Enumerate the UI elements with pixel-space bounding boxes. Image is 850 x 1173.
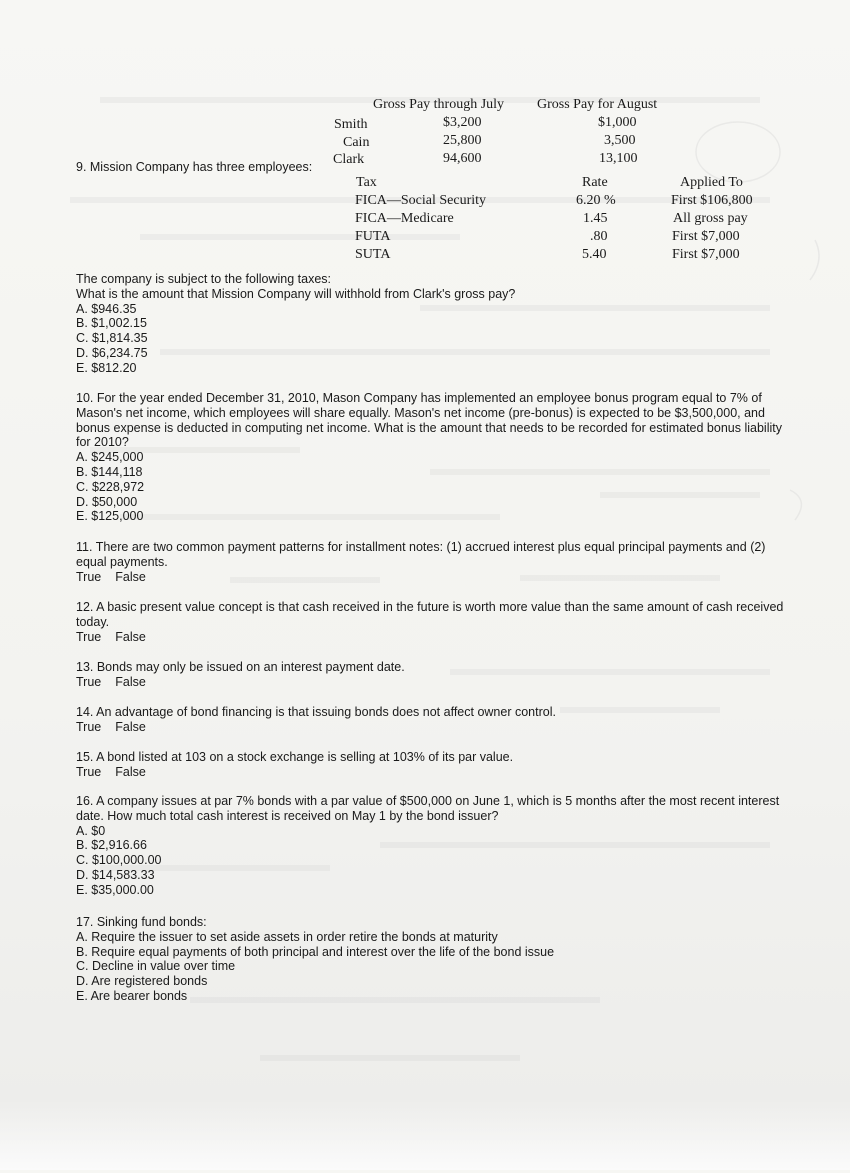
q10-options — [76, 450, 786, 524]
true-option[interactable]: True — [76, 719, 102, 734]
q9-stem: 9. Mission Company has three employees: — [76, 160, 313, 174]
q14-text: 14. An advantage of bond financing is that issuing bonds does not affect owner control. — [76, 705, 556, 719]
q13-true-false — [76, 675, 786, 690]
option-c[interactable]: C. $228,972 — [76, 479, 145, 494]
false-option[interactable]: False — [115, 719, 146, 734]
option-a[interactable]: A. Require the issuer to set aside assets in order retire the bonds at maturity — [76, 929, 498, 944]
option-a[interactable]: A. $0 — [76, 823, 106, 838]
option-e[interactable]: E. $35,000.00 — [76, 882, 154, 897]
option-c[interactable]: C. Decline in value over time — [76, 959, 236, 974]
false-option[interactable]: False — [115, 764, 146, 779]
employee-through-july: 94,600 — [443, 151, 482, 166]
tax-rate: .80 — [590, 229, 608, 244]
option-d[interactable]: D. $14,583.33 — [76, 867, 155, 882]
q17-text: 17. Sinking fund bonds: — [76, 915, 207, 929]
pay-header-for-august: Gross Pay for August — [537, 97, 658, 112]
q17-options — [76, 930, 786, 1004]
employee-august: $1,000 — [598, 115, 637, 130]
q16 — [76, 794, 786, 898]
tax-name: FICA—Medicare — [355, 211, 454, 226]
tax-name: SUTA — [355, 247, 391, 262]
q9-line1: The company is subject to the following taxes: — [76, 272, 331, 286]
employee-name: Smith — [334, 117, 368, 132]
q9-line2: What is the amount that Mission Company will withhold from Clark's gross pay? — [76, 286, 516, 301]
q14-true-false — [76, 720, 786, 735]
employee-through-july: $3,200 — [443, 115, 482, 130]
q16-text: 16. A company issues at par 7% bonds with a par value of $500,000 on June 1, which is 5 months after the most recent interest date. How much total cash interest is received on May 1 by the bond issuer? — [76, 794, 780, 823]
option-d[interactable]: D. $50,000 — [76, 494, 138, 509]
true-option[interactable]: True — [76, 764, 102, 779]
applied-header: Applied To — [680, 175, 743, 190]
tax-applied: All gross pay — [673, 211, 748, 226]
q11-text: 11. There are two common payment patterns for installment notes: (1) accrued interest plus equal principal payments and (2) equal payments. — [76, 540, 766, 569]
q12-text: 12. A basic present value concept is that cash received in the future is worth more value than the same amount of cash received today. — [76, 600, 784, 629]
tax-applied: First $7,000 — [672, 229, 740, 244]
q12-true-false — [76, 630, 786, 645]
option-a[interactable]: A. $245,000 — [76, 450, 144, 465]
option-e[interactable]: E. $812.20 — [76, 360, 137, 375]
employee-name: Cain — [343, 135, 370, 150]
option-b[interactable]: B. $2,916.66 — [76, 838, 147, 853]
true-option[interactable]: True — [76, 569, 102, 584]
page-bottom-edge — [0, 1100, 850, 1170]
tax-rate: 1.45 — [583, 211, 608, 226]
employee-through-july: 25,800 — [443, 133, 482, 148]
q15-true-false — [76, 765, 786, 780]
employee-name: Clark — [333, 152, 365, 167]
tax-rate: 6.20 % — [576, 193, 616, 208]
q10 — [76, 391, 786, 524]
tax-name: FUTA — [355, 229, 391, 244]
tax-name: FICA—Social Security — [355, 193, 487, 208]
option-e[interactable]: E. Are bearer bonds — [76, 988, 188, 1003]
pay-header-through-july: Gross Pay through July — [373, 97, 505, 112]
employee-august: 13,100 — [599, 151, 638, 166]
tax-applied: First $106,800 — [671, 193, 753, 208]
q11-true-false — [76, 570, 786, 585]
q16-options — [76, 824, 786, 898]
option-d[interactable]: D. Are registered bonds — [76, 974, 208, 989]
false-option[interactable]: False — [115, 674, 146, 689]
q17 — [76, 915, 786, 1004]
tax-applied: First $7,000 — [672, 247, 740, 262]
tax-rate: 5.40 — [582, 247, 607, 262]
q14 — [76, 705, 786, 735]
true-option[interactable]: True — [76, 674, 102, 689]
q9-body — [76, 272, 786, 376]
option-b[interactable]: B. $144,118 — [76, 464, 143, 479]
q12 — [76, 600, 786, 644]
false-option[interactable]: False — [115, 569, 146, 584]
q15-text: 15. A bond listed at 103 on a stock exchange is selling at 103% of its par value. — [76, 750, 514, 764]
option-c[interactable]: C. $1,814.35 — [76, 331, 148, 346]
q15 — [76, 750, 786, 780]
true-option[interactable]: True — [76, 629, 102, 644]
q9-options — [76, 302, 786, 376]
option-b[interactable]: B. Require equal payments of both principal and interest over the life of the bond issue — [76, 944, 555, 959]
option-d[interactable]: D. $6,234.75 — [76, 345, 148, 360]
q11 — [76, 540, 786, 584]
rate-header: Rate — [582, 175, 608, 190]
tax-header: Tax — [356, 175, 377, 190]
false-option[interactable]: False — [115, 629, 146, 644]
option-a[interactable]: A. $946.35 — [76, 301, 137, 316]
option-c[interactable]: C. $100,000.00 — [76, 853, 162, 868]
employee-august: 3,500 — [604, 133, 636, 148]
option-e[interactable]: E. $125,000 — [76, 509, 144, 524]
option-b[interactable]: B. $1,002.15 — [76, 316, 147, 331]
q10-text: 10. For the year ended December 31, 2010, Mason Company has implemented an employee bonus program equal to 7% of Mason's net income, which employees will share equally. Mason's net income (pre-bonus) is expected to be $3,500,000, and bonus expense is deducted in computing net income. What is the amount that needs to be recorded for estimated bonus liability for 2010? — [76, 391, 782, 450]
q13 — [76, 660, 786, 690]
q13-text: 13. Bonds may only be issued on an interest payment date. — [76, 660, 405, 674]
